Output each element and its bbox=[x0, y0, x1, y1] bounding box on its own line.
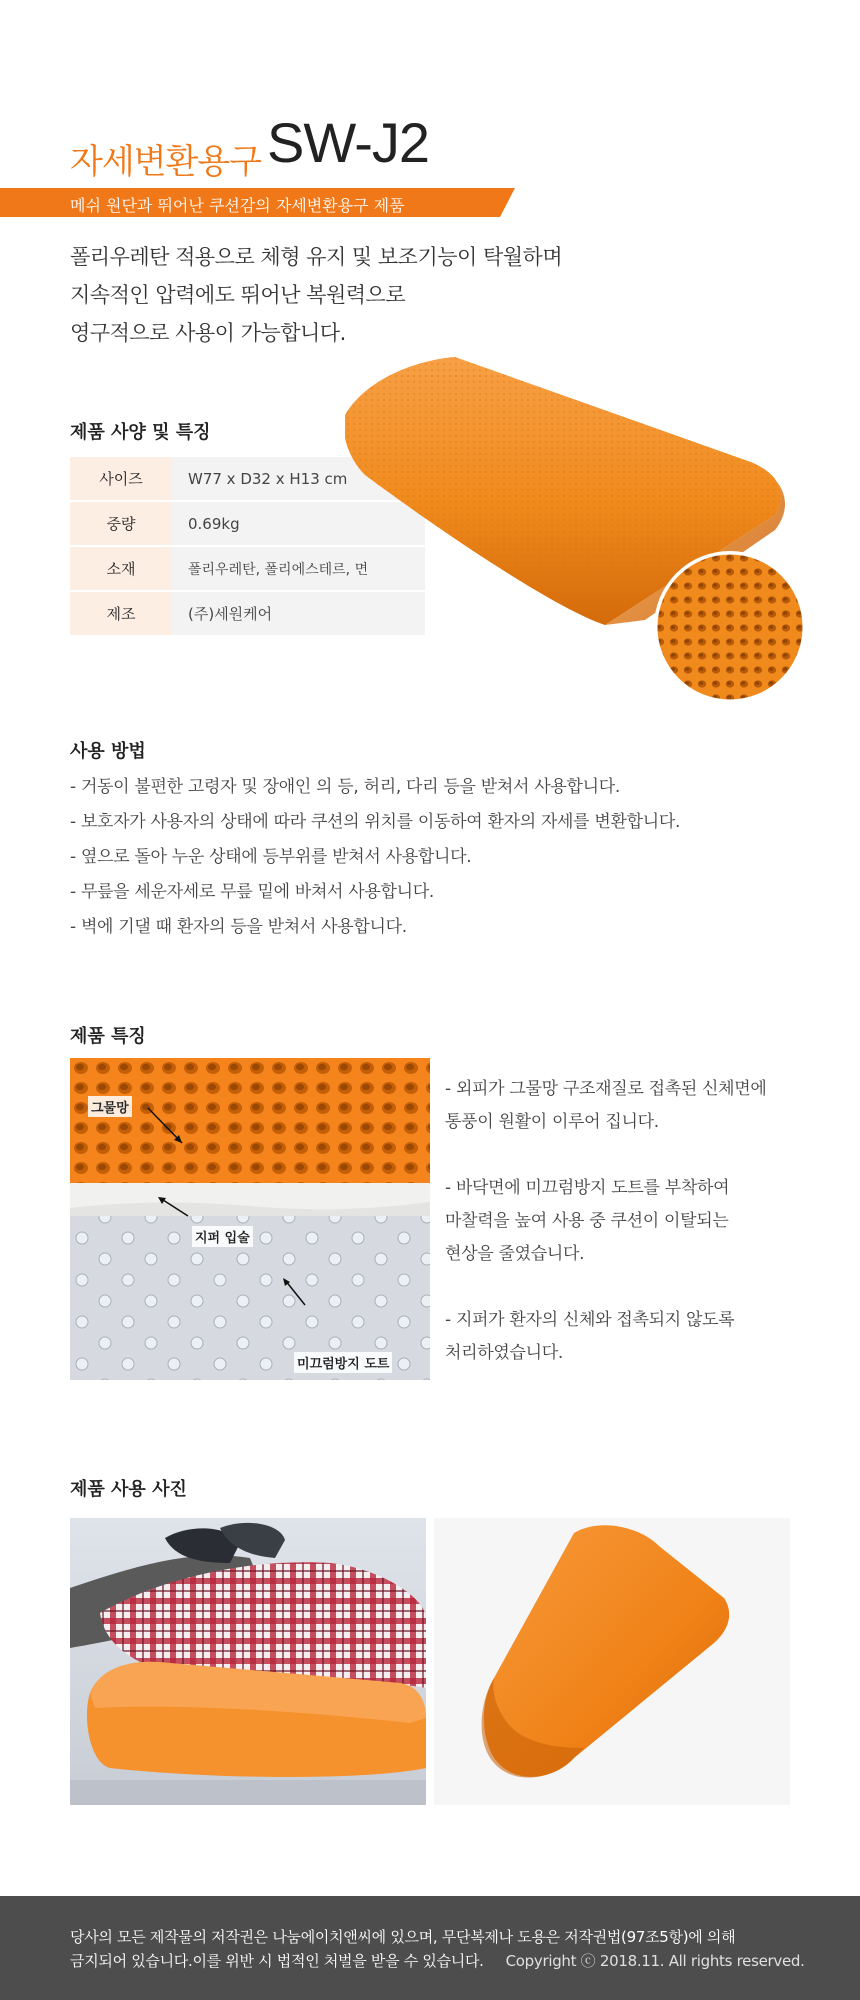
feature-detail-image bbox=[70, 1058, 430, 1380]
usage-item: - 보호자가 사용자의 상태에 따라 쿠션의 위치를 이동하여 환자의 자세를 변환합니다. bbox=[70, 812, 681, 832]
title-model: SW-J2 bbox=[267, 111, 429, 174]
footer bbox=[0, 1896, 860, 2000]
feature-line: 통풍이 원활이 이루어 집니다. bbox=[445, 1112, 659, 1132]
footer-notice-line1: 당사의 모든 제작물의 저작권은 나눔에이치앤씨에 있으며, 무단복제나 도용은 저작권법(97조5항)에 의해 bbox=[70, 1928, 736, 1946]
feature-list bbox=[445, 1073, 825, 1403]
title-korean: 자세변환용구 bbox=[70, 142, 262, 182]
ribbon-text: 메쉬 원단과 뛰어난 쿠션감의 자세변환용구 제품 bbox=[70, 196, 405, 215]
intro-line: 지속적인 압력에도 뛰어난 복원력으로 bbox=[70, 283, 406, 307]
product-image bbox=[345, 355, 825, 705]
usage-item: - 옆으로 돌아 누운 상태에 등부위를 받쳐서 사용합니다. bbox=[70, 847, 472, 867]
feature-line: 마찰력을 높여 사용 중 쿠션이 이탈되는 bbox=[445, 1211, 729, 1231]
feature-line: 현상을 줄였습니다. bbox=[445, 1244, 585, 1264]
cushion-product-photo bbox=[434, 1518, 790, 1805]
person-on-cushion-photo bbox=[70, 1518, 426, 1805]
spec-label: 소재 bbox=[70, 547, 172, 590]
feature-item bbox=[445, 1304, 825, 1370]
mesh-label: 그물망 bbox=[88, 1096, 132, 1117]
feature-line: - 지퍼가 환자의 신체와 접촉되지 않도록 bbox=[445, 1310, 735, 1330]
intro-text bbox=[70, 238, 630, 352]
usage-list bbox=[70, 770, 790, 945]
feature-item bbox=[445, 1172, 825, 1271]
feature-line: - 바닥면에 미끄럼방지 도트를 부착하여 bbox=[445, 1178, 730, 1198]
spec-value: 폴리우레탄, 폴리에스테르, 면 bbox=[172, 547, 425, 590]
spec-label: 사이즈 bbox=[70, 457, 172, 500]
photos-heading: 제품 사용 사진 bbox=[70, 1479, 187, 1500]
intro-line: 폴리우레탄 적용으로 체형 유지 및 보조기능이 탁월하며 bbox=[70, 245, 563, 269]
usage-photo-person bbox=[70, 1518, 426, 1805]
copyright-text: Copyright ⓒ 2018.11. All rights reserved. bbox=[505, 1952, 805, 1970]
zipper-label: 지퍼 입술 bbox=[192, 1226, 253, 1247]
feature-item bbox=[445, 1073, 825, 1139]
footer-notice-text: 금지되어 있습니다.이를 위반 시 법적인 처벌을 받을 수 있습니다. bbox=[70, 1952, 484, 1970]
subtitle-ribbon bbox=[0, 188, 515, 217]
footer-notice-line2 bbox=[70, 1950, 805, 1971]
spec-value: 0.69kg bbox=[172, 502, 425, 545]
feature-line: 처리하였습니다. bbox=[445, 1343, 563, 1363]
spec-value: W77 x D32 x H13 cm bbox=[172, 457, 425, 500]
intro-line: 영구적으로 사용이 가능합니다. bbox=[70, 321, 346, 345]
feature-line: - 외피가 그물망 구조재질로 접촉된 신체면에 bbox=[445, 1079, 767, 1099]
specs-heading: 제품 사양 및 특징 bbox=[70, 422, 211, 443]
spec-label: 중량 bbox=[70, 502, 172, 545]
dots-label: 미끄럼방지 도트 bbox=[294, 1352, 392, 1373]
usage-photo-cushion bbox=[434, 1518, 790, 1805]
usage-item: - 벽에 기댈 때 환자의 등을 받쳐서 사용합니다. bbox=[70, 917, 407, 937]
usage-item: - 무릎을 세운자세로 무릎 밑에 바쳐서 사용합니다. bbox=[70, 882, 435, 902]
features-heading: 제품 특징 bbox=[70, 1026, 146, 1047]
spec-label: 제조 bbox=[70, 592, 172, 635]
usage-item: - 거동이 불편한 고령자 및 장애인 의 등, 허리, 다리 등을 받쳐서 사용합니다. bbox=[70, 777, 620, 797]
usage-heading: 사용 방법 bbox=[70, 741, 146, 762]
spec-value: (주)세원케어 bbox=[172, 592, 425, 635]
